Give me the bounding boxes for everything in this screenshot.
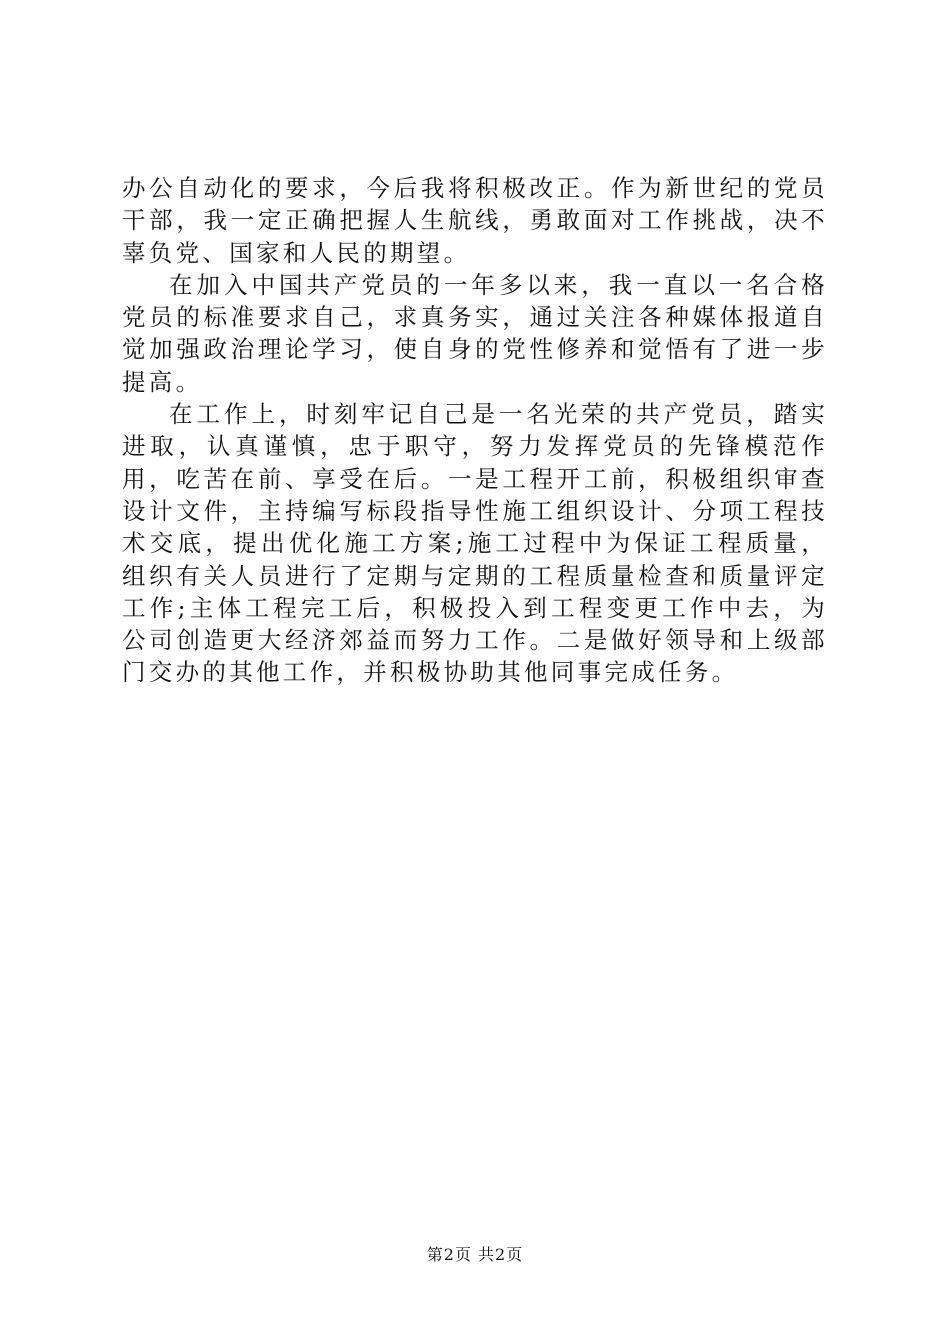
paragraph-work-performance: 在工作上，时刻牢记自己是一名光荣的共产党员，踏实进取，认真谨慎，忠于职守，努力发挥党员的先锋模范作用，吃苦在前、享受在后。一是工程开工前，积极组织审查设计文件，主持编写标段指导性施工组织设计、分项工程技术交底，提出优化施工方案;施工过程中为保证工程质量，组织有关人员进行了定期与定期的工程质量检查和质量评定工作;主体工程完工后，积极投入到工程变更工作中去，为公司创造更大经济郊益而努力工作。二是做好领导和上级部门交办的其他工作，并积极协助其他同事完成任务。	[122, 400, 828, 687]
paragraph-continuation: 办公自动化的要求，今后我将积极改正。作为新世纪的党员干部，我一定正确把握人生航线，勇敢面对工作挑战，决不辜负党、国家和人民的期望。	[122, 174, 828, 267]
page-number-footer: 第2页 共2页	[426, 1245, 524, 1264]
document-body	[122, 172, 828, 689]
paragraph-party-membership: 在加入中国共产党员的一年多以来，我一直以一名合格党员的标准要求自己，求真务实，通过关注各种媒体报道自觉加强政治理论学习，使自身的党性修养和觉悟有了进一步提高。	[122, 270, 828, 396]
